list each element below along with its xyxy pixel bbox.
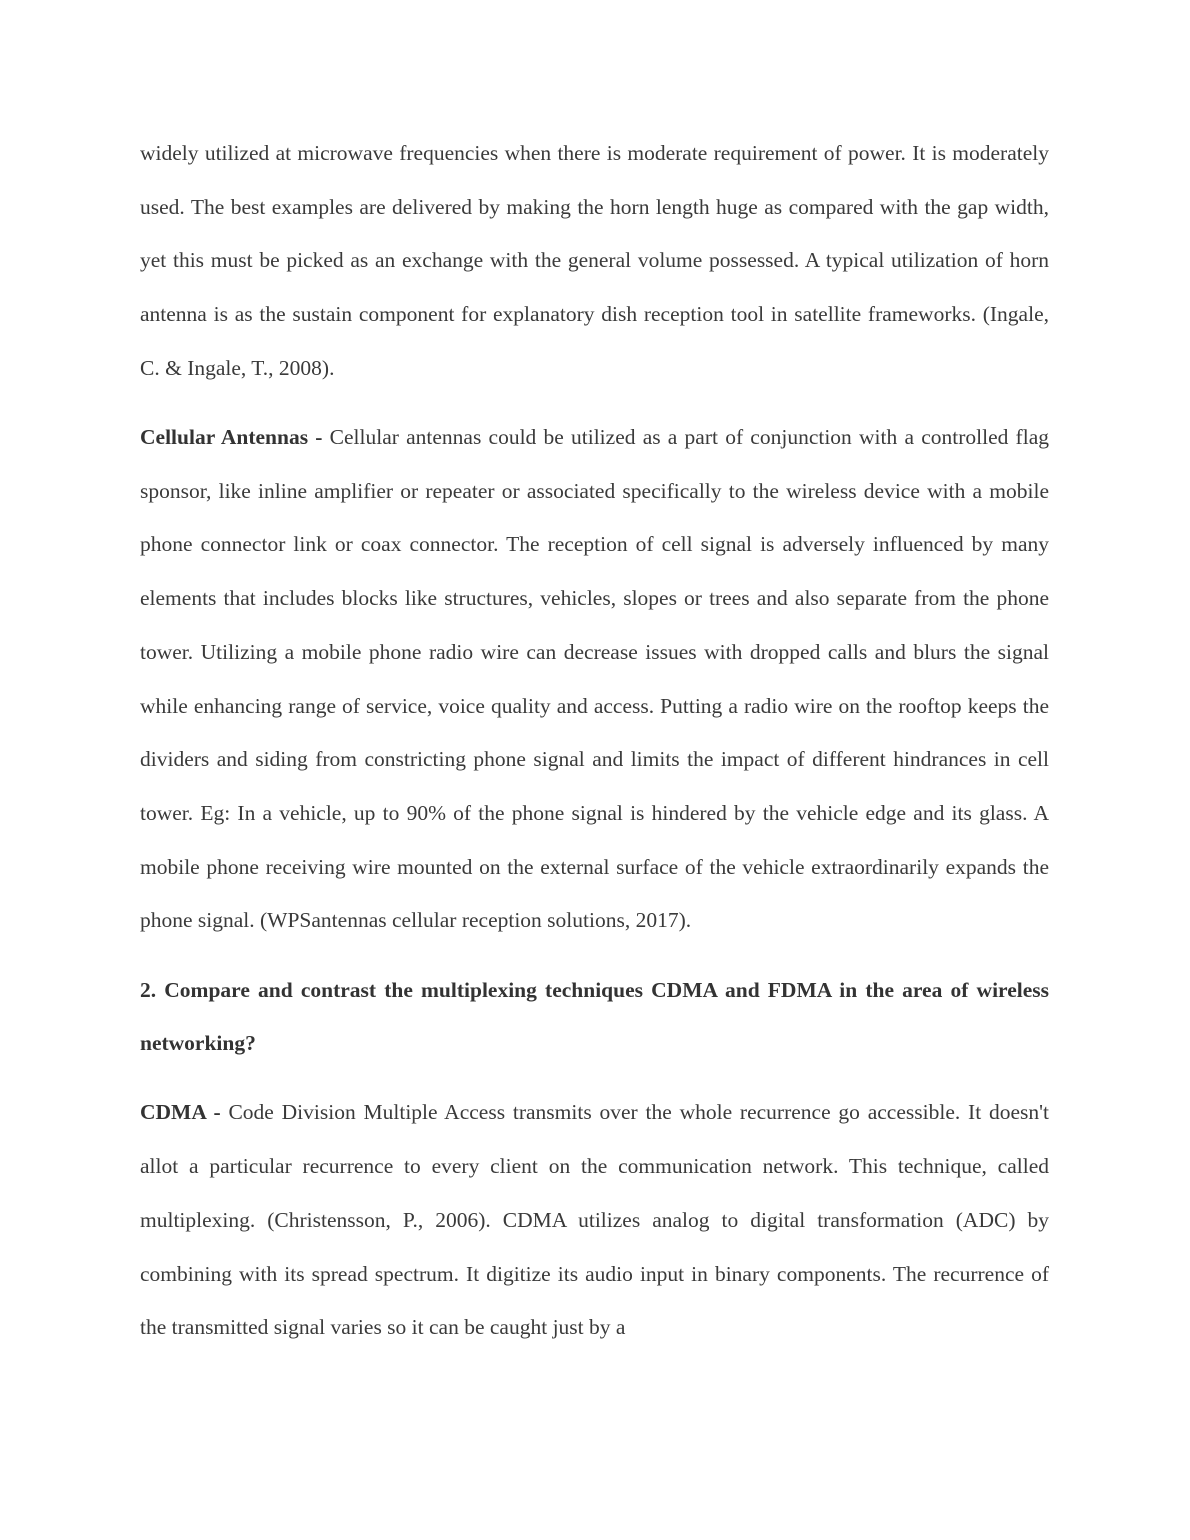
cellular-antennas-term: Cellular Antennas -: [140, 425, 323, 450]
question-heading: 2. Compare and contrast the multiplexing techniques CDMA and FDMA in the area of wireless networking?: [140, 977, 1049, 1056]
cellular-antennas-body: Cellular antennas could be utilized as a part of conjunction with a controlled flag sponsor, like inline amplifier or repeater or associated specifically to the wireless device with a mobile phone connector link or coax connector. The reception of cell signal is adversely influenced by many elements that includes blocks like structures, vehicles, slopes or trees and also separate from the phone tower. Utilizing a mobile phone radio wire can decrease issues with dropped calls and blurs the signal while enhancing range of service, voice quality and access. Putting a radio wire on the rooftop keeps the dividers and siding from constricting phone signal and limits the impact of different hindrances in cell tower. Eg: In a vehicle, up to 90% of the phone signal is hindered by the vehicle edge and its glass. A mobile phone receiving wire mounted on the external surface of the vehicle extraordinarily expands the phone signal. (WPSantennas cellular reception solutions, 2017).: [140, 425, 1049, 933]
paragraph-cdma: [140, 1086, 1049, 1355]
cdma-body: Code Division Multiple Access transmits over the whole recurrence go accessible. It doesn't allot a particular recurrence to every client on the communication network. This technique, called multiplexing. (Christensson, P., 2006). CDMA utilizes analog to digital transformation (ADC) by combining with its spread spectrum. It digitize its audio input in binary components. The recurrence of the transmitted signal varies so it can be caught just by a: [140, 1100, 1049, 1340]
cdma-term: CDMA -: [140, 1100, 221, 1125]
paragraph-cellular-antennas: [140, 411, 1049, 948]
document-page: [140, 127, 1049, 1370]
paragraph-horn-antenna-continued: widely utilized at microwave frequencies when there is moderate requirement of power. It is moderately used. The best examples are delivered by making the horn length huge as compared with the gap width, yet this must be picked as an exchange with the general volume possessed. A typical utilization of horn antenna is as the sustain component for explanatory dish reception tool in satellite frameworks. (Ingale, C. & Ingale, T., 2008).: [140, 141, 1049, 380]
